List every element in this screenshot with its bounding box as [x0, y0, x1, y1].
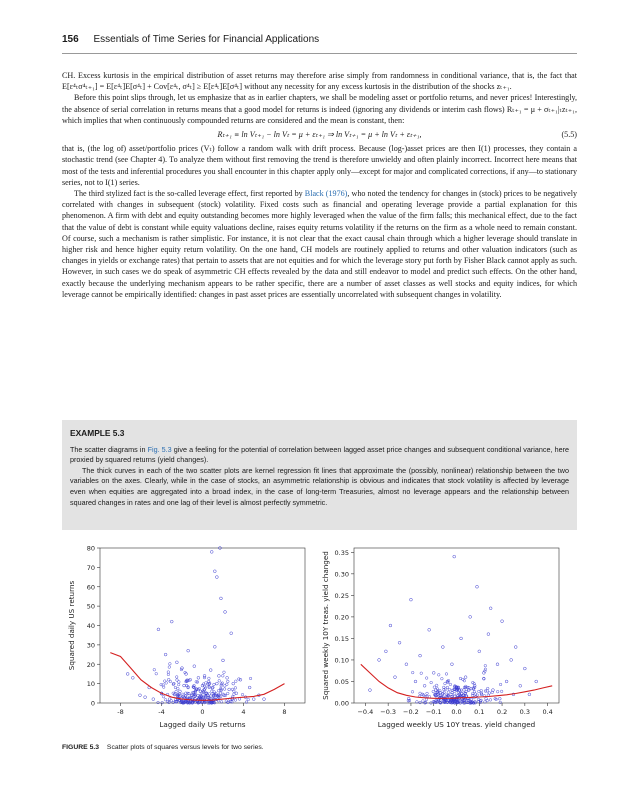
plot-1-point: [248, 686, 251, 689]
plot-2-point: [478, 690, 481, 693]
plot-2-point: [437, 674, 440, 677]
body-text: [62, 70, 577, 300]
plot-2-point: [426, 692, 429, 695]
plot-1-point: [263, 698, 266, 701]
plot-1-point: [241, 693, 244, 696]
plot-1-ytick-label: 40: [86, 622, 95, 630]
plot-1-point: [209, 669, 212, 672]
caption-label: FIGURE 5.3: [62, 744, 100, 751]
plot-1-point: [220, 684, 223, 687]
paragraph-4-start: The third stylized fact is the so-called leverage effect, first reported by: [74, 189, 305, 199]
plot-1-point: [228, 688, 231, 691]
equation-5-5: [62, 129, 577, 140]
plot-2-point: [453, 555, 456, 558]
plot-2-point: [444, 682, 447, 685]
plot-2-point: [489, 607, 492, 610]
citation-black-1976[interactable]: Black (1976): [304, 189, 348, 199]
plot-1-point: [126, 673, 129, 676]
plot-1-fit-line: [110, 653, 284, 701]
plot-1-ytick-label: 70: [86, 563, 95, 572]
example-paragraph-2: The thick curves in each of the two scatter plots are kernel regression fit lines that approximate the (possibly, nonlinear) relationship between the two variables on the axes. Clearly, while in the case of stocks, an asymmetric relationship is obvious and indicates that stock volatility is affected by leverage even when equities are aggregated into a broad index, in the case of long-term Treasuries, almost no leverage appears and the relationship between squared changes in rates and one lag of their level is almost perfectly symmetric.: [70, 465, 569, 507]
plot-2-point: [460, 637, 463, 640]
plot-2-point: [419, 701, 422, 704]
plot-2-xtick-label: −0.1: [425, 708, 442, 716]
plot-1-point: [164, 653, 167, 656]
plot-2-point: [414, 680, 417, 683]
plot-2-point: [535, 680, 538, 683]
plot-2-point: [441, 677, 444, 680]
plot-1-point: [226, 692, 229, 695]
plot-1-point: [177, 683, 180, 686]
plot-2-point: [433, 686, 436, 689]
plot-2-point: [486, 690, 489, 693]
plot-1-point: [163, 680, 166, 683]
plot-1-point: [199, 690, 202, 693]
plot-2-point: [510, 659, 513, 662]
plot-1-xtick-label: 0: [200, 708, 205, 716]
plot-2-ylabel: Squared weekly 10Y treas. yield changed: [321, 551, 330, 700]
plot-1-xtick-label: -4: [158, 708, 165, 716]
plot-1-ylabel: Squared daily US returns: [67, 580, 76, 671]
plot-1-point: [157, 628, 160, 631]
plot-1-ytick-label: 0: [90, 699, 95, 708]
plot-1-ytick-label: 60: [86, 583, 95, 592]
plot-2-ytick-label: 0.00: [334, 699, 349, 708]
plot-1-point: [164, 698, 167, 701]
plot-2-point: [425, 698, 428, 701]
plot-1-point: [178, 681, 181, 684]
plot-1-point: [213, 683, 216, 686]
plot-1-point: [215, 682, 218, 685]
plot-1-point: [226, 683, 229, 686]
plot-2-point: [398, 641, 401, 644]
plot-1-point: [227, 680, 230, 683]
plot-2-point: [369, 689, 372, 692]
plot-1-point: [170, 620, 173, 623]
example-box: [62, 420, 577, 530]
plot-1-point: [165, 682, 168, 685]
plot-2-xtick-label: 0.0: [451, 708, 462, 716]
plot-2-point: [500, 690, 503, 693]
plot-2-point: [378, 659, 381, 662]
plot-2-point: [505, 680, 508, 683]
plot-2-xtick-label: 0.4: [542, 708, 553, 716]
plot-2-point: [459, 677, 462, 680]
plot-1-point: [210, 550, 213, 553]
plot-1-point: [182, 693, 185, 696]
plot-1-xtick-label: 8: [282, 708, 287, 716]
plot-2-point: [499, 701, 502, 704]
plot-2-point: [425, 677, 428, 680]
plot-2-point: [430, 681, 433, 684]
plot-2-point: [447, 691, 450, 694]
plot-1-point: [168, 666, 171, 669]
plot-2-point: [389, 624, 392, 627]
plot-1-point: [222, 675, 225, 678]
plot-1-point: [235, 692, 238, 695]
plot-1-point: [224, 611, 227, 614]
plot-1-point: [172, 682, 175, 685]
plot-2-frame: [354, 548, 559, 703]
plot-2-point: [449, 683, 452, 686]
plot-1-point: [152, 698, 155, 701]
plot-1-point: [175, 676, 178, 679]
plot-1-point: [175, 661, 178, 664]
plot-1-point: [155, 672, 158, 675]
plot-1-point: [193, 665, 196, 668]
plot-2-point: [394, 676, 397, 679]
plot-2-point: [405, 663, 408, 666]
plot-2-ytick-label: 0.25: [334, 591, 349, 600]
plot-2-point: [451, 663, 454, 666]
plot-2-ytick-label: 0.35: [334, 548, 349, 557]
plot-1-point: [223, 688, 226, 691]
plot-2-xtick-label: −0.3: [380, 708, 397, 716]
plot-2-point: [448, 688, 451, 691]
plot-1-point: [215, 576, 218, 579]
plot-2-ytick-label: 0.15: [334, 634, 349, 643]
figure-caption: [62, 744, 264, 751]
plot-2-xlabel: Lagged weekly US 10Y treas. yield changed: [377, 720, 536, 729]
plot-1-point: [179, 690, 182, 693]
plot-1-point: [167, 678, 170, 681]
plot-2-point: [519, 684, 522, 687]
plot-2-point: [499, 683, 502, 686]
plot-2-point: [496, 663, 499, 666]
plot-2-point: [423, 684, 426, 687]
plot-1-ytick-label: 80: [86, 544, 95, 553]
plot-1-point: [220, 597, 223, 600]
plot-1-ytick-label: 20: [86, 660, 95, 669]
paragraph-4: [62, 188, 577, 300]
plot-2-ytick-label: 0.10: [334, 656, 349, 665]
plot-2-xtick-label: −0.4: [357, 708, 374, 716]
plot-2-point: [453, 692, 456, 695]
plot-1-xtick-label: -8: [117, 708, 124, 716]
page-number: 156: [62, 34, 79, 45]
paragraph-1: CH. Excess kurtosis in the empirical distribution of asset returns may therefore arise simply from randomness in conditional variance, that is, the fact that E[ε⁴ₜσ⁴ₜ₊₁] = E[ε⁴ₜ]E[σ⁴ₜ] + Cov[ε⁴ₜ, σ⁴ₜ] ≥ E[ε⁴ₜ]E[σ⁴ₜ] without any necessity for any excess kurtosis in the distribution of the shocks zₜ₊₁.: [62, 71, 577, 92]
plot-2-point: [464, 676, 467, 679]
plot-2-point: [498, 697, 501, 700]
plot-2-xtick-label: 0.2: [496, 708, 508, 716]
plot-2-point: [411, 691, 414, 694]
example-p1-rest: give a feeling for the potential of correlation between lagged asset price changes and subsequent conditional variance, here proxied by squared returns (yield changes).: [70, 444, 569, 465]
plot-2-point: [410, 598, 413, 601]
plot-1-point: [197, 676, 200, 679]
example-title: EXAMPLE 5.3: [70, 428, 125, 438]
plot-1-point: [219, 692, 222, 695]
plot-1-point: [230, 632, 233, 635]
figure-link[interactable]: Fig. 5.3: [147, 444, 172, 454]
plot-2-xtick-label: 0.1: [474, 708, 485, 716]
plot-2-point: [484, 668, 487, 671]
paragraph-4-rest: , who noted the tendency for changes in (stock) prices to be negatively correlated with changes in subsequent (stock) volatility. Fixed costs such as financial and operating leverage provide a partial explanation for this phenomenon. A firm with debt and equity outstanding becomes more highly leveraged when the value of the firm falls; this mechanical effect, due to the fact that the value of debt is constant while equity valuations decline, raises equity returns volatility if the returns on the firm as a whole need to remain constant. Of course, such a mechanism is rather simplistic. For instance, it is not clear that the exact causal chain through which a higher leverage should translate in higher risk and hence higher equity return volatility. On the one hand, CH models are routinely applied to returns and other valuation indicators (such as changes in yields or exchange rates) that pertain to assets that are not equities and for which the leverage story put forth by Fisher Black cannot apply as such. However, in such cases we do speak of asymmetric CH effects revealed by the data and still endeavor to model and predict such effects. On the other hand, exactly because the underlying mechanism appears to be rather specific, there are a number of asset classes as well stocks and equity indices, for which leverage cannot be empirically identified: changes in past asset prices are essentially uncorrelated with subsequent changes in volatility.: [62, 189, 577, 299]
plot-2-point: [486, 687, 489, 690]
example-paragraph-1: [70, 445, 569, 466]
plot-1-point: [205, 682, 208, 685]
plot-2-point: [476, 585, 479, 588]
plot-1-point: [177, 687, 180, 690]
plot-1-point: [211, 686, 214, 689]
plot-1-point: [144, 696, 147, 699]
plot-2-point: [514, 646, 517, 649]
plot-1-point: [213, 645, 216, 648]
plot-1-point: [234, 699, 237, 702]
plot-1-point: [175, 690, 178, 693]
plot-1-ytick-label: 10: [86, 680, 95, 689]
plot-2-point: [489, 699, 492, 702]
plot-1-point: [239, 678, 242, 681]
paragraph-2: Before this point slips through, let us emphasize that as in earlier chapters, we shall be modeling asset or portfolio returns, and never prices! Interestingly, the absence of serial correlation in returns means that a good model for returns is indeed (ignoring any dividends or interim cash flows) Rₜ₊₁ = μ + σₜ₊₁|ₜzₜ₊₁, which implies that when continuously compounded returns are considered and the mean is constant, then:: [62, 93, 577, 125]
plot-2-point: [432, 690, 435, 693]
plot-1-xtick-label: 4: [241, 708, 246, 716]
plot-1-point: [223, 671, 226, 674]
figure-5-3: [62, 540, 577, 740]
plot-1-point: [218, 679, 221, 682]
plot-1-point: [203, 674, 206, 677]
plot-1-point: [187, 649, 190, 652]
plot-2-point: [471, 694, 474, 697]
plot-2-point: [420, 672, 423, 675]
plot-1-point: [162, 695, 165, 698]
plot-2-point: [445, 673, 448, 676]
plot-2-point: [523, 667, 526, 670]
plot-2-point: [435, 684, 438, 687]
plot-1-point: [153, 668, 156, 671]
plot-1-point: [208, 677, 211, 680]
plot-1-point: [174, 686, 177, 689]
equation-text: Rₜ₊₁ ≡ ln Vₜ₊₁ − ln Vₜ = μ + εₜ₊₁ ⇒ ln Vₜ₊₁ = μ + ln Vₜ + εₜ₊₁,: [217, 130, 422, 140]
plot-1-point: [157, 701, 160, 704]
caption-text: Scatter plots of squares versus levels for two series.: [106, 744, 264, 751]
plot-1-point: [213, 570, 216, 573]
plot-1-point: [218, 674, 221, 677]
plot-1-point: [168, 698, 171, 701]
plot-2-ytick-label: 0.30: [334, 570, 349, 579]
plot-2-xtick-label: 0.3: [519, 708, 531, 716]
plot-2-point: [528, 693, 531, 696]
plot-1-point: [247, 698, 250, 701]
paragraph-3: that is, (the log of) asset/portfolio prices (Vₜ) follow a random walk with drift process. Because (log-)asset prices are then I(1) processes, they contain a stochastic trend (see Chapter 4). To analyze them without first removing the trend is therefore unwieldy and often plainly incorrect. Incorrect here means that most of the tests and inferential procedures you shall encounter in this chapter apply only—except for major and complicated corrections, if any—to stationary series, not to I(1) series.: [62, 144, 577, 187]
plot-2-point: [441, 646, 444, 649]
plot-1-point: [169, 663, 172, 666]
plot-1-point: [249, 677, 252, 680]
plot-2-point: [419, 654, 422, 657]
plot-1-ytick-label: 50: [86, 602, 95, 611]
plot-2-ytick-label: 0.05: [334, 677, 349, 686]
plot-1-xlabel: Lagged daily US returns: [159, 720, 246, 729]
plot-2-point: [384, 650, 387, 653]
plot-2-point: [484, 664, 487, 667]
plot-1-point: [222, 659, 225, 662]
running-title: Essentials of Time Series for Financial Applications: [93, 34, 320, 45]
equation-number: (5.5): [561, 130, 577, 140]
plot-1-frame: [100, 548, 305, 703]
plot-2-point: [428, 628, 431, 631]
header-rule: [62, 53, 577, 54]
plot-2-point: [478, 650, 481, 653]
plot-2-point: [432, 671, 435, 674]
plot-1-point: [183, 684, 186, 687]
plot-1-point: [232, 682, 235, 685]
plot-2-point: [469, 615, 472, 618]
plot-2-point: [487, 633, 490, 636]
plot-2-point: [411, 671, 414, 674]
running-header: [62, 34, 319, 45]
plot-2-xtick-label: −0.2: [403, 708, 419, 716]
plot-2-point: [422, 700, 425, 703]
plot-1-point: [234, 687, 237, 690]
plot-2-point: [501, 620, 504, 623]
plot-1-point: [252, 698, 255, 701]
plot-1-point: [235, 680, 238, 683]
example-p1-start: The scatter diagrams in: [70, 444, 148, 454]
plot-1-point: [131, 676, 134, 679]
plot-1-point: [226, 676, 229, 679]
plot-2-point: [496, 690, 499, 693]
plot-2-ytick-label: 0.20: [334, 613, 349, 622]
plot-1-point: [139, 694, 142, 697]
plot-1-ytick-label: 30: [86, 641, 95, 650]
